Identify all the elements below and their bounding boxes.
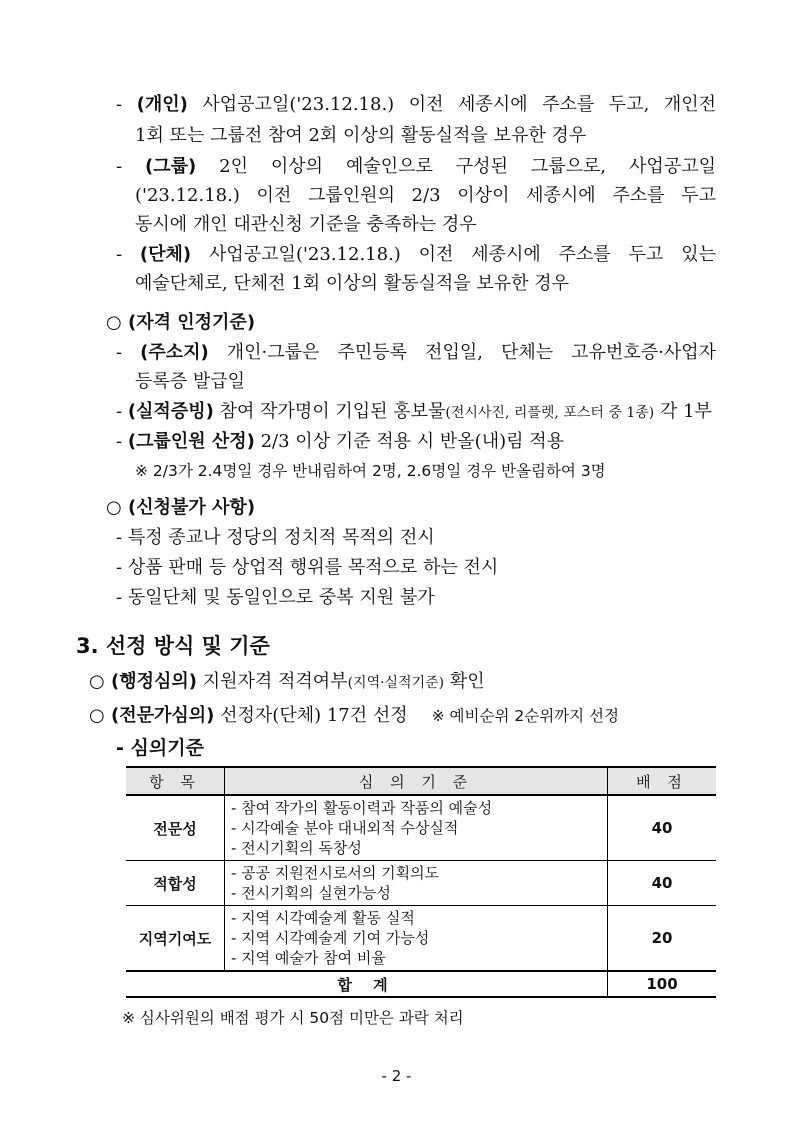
- group-tag: (그룹): [145, 156, 197, 177]
- row-category: 적합성: [126, 861, 225, 906]
- qualification-address-line2: 등록증 발급일: [135, 371, 246, 392]
- section-title: 3. 선정 방식 및 기준: [76, 634, 270, 658]
- eligibility-individual-line2: 1회 또는 그룹전 참여 2회 이상의 활동실적을 보유한 경우: [135, 125, 587, 146]
- row-criteria: - 공공 지원전시로서의 기획의도 - 전시기획의 실현가능성: [225, 861, 608, 906]
- admin-review-line: ○ (행정심의) 지원자격 적격여부(지역·실적기준) 확인: [89, 671, 485, 692]
- header-criteria: 심 의 기 준: [225, 767, 608, 795]
- footnote: ※ 심사위원의 배점 평가 시 50점 미만은 과락 처리: [122, 1009, 464, 1027]
- row-criteria: - 지역 시각예술계 활동 실적 - 지역 시각예술계 기여 가능성 - 지역 예술가 참여 비율: [225, 906, 608, 972]
- eligibility-org-line2: 예술단체로, 단체전 1회 이상의 활동실적을 보유한 경우: [135, 273, 570, 294]
- individual-tag: (개인): [136, 94, 188, 115]
- eligibility-individual-line1: - (개인) 사업공고일('23.12.18.) 이전 세종시에 주소를 두고, 개인전: [116, 94, 716, 115]
- table-header-row: [126, 767, 716, 795]
- page-number: - 2 -: [381, 1067, 412, 1085]
- row-score: 20: [608, 906, 717, 972]
- org-tag: (단체): [139, 244, 192, 265]
- ineligible-item-3: - 동일단체 및 동일인으로 중복 지원 불가: [116, 587, 435, 608]
- individual-text: 사업공고일('23.12.18.) 이전 세종시에 주소를 두고, 개인전: [202, 94, 716, 115]
- row-category: 지역기여도: [126, 906, 225, 972]
- header-category: 항 목: [126, 767, 225, 795]
- row-score: 40: [608, 795, 717, 861]
- qualification-members-line: - (그룹인원 산정) 2/3 이상 기준 적용 시 반올(내)림 적용: [116, 431, 564, 452]
- ineligible-heading: ○ (신청불가 사항): [106, 497, 256, 518]
- ineligible-item-2: - 상품 판매 등 상업적 행위를 목적으로 하는 전시: [116, 557, 499, 578]
- table-row: [126, 795, 716, 861]
- row-category: 전문성: [126, 795, 225, 861]
- row-score: 40: [608, 861, 717, 906]
- ineligible-item-1: - 특정 종교나 정당의 정치적 목적의 전시: [116, 527, 435, 548]
- group-text: 2인 이상의 예술인으로 구성된 그룹으로, 사업공고일: [219, 156, 716, 177]
- header-score: 배 점: [608, 767, 717, 795]
- qualification-proof-line: - (실적증빙) 참여 작가명이 기입된 홍보물(전시사진, 리플렛, 포스터 중 1종) 각 1부: [116, 401, 712, 422]
- eligibility-org-line1: - (단체) 사업공고일('23.12.18.) 이전 세종시에 주소를 두고 있는: [116, 244, 716, 265]
- table-row: [126, 906, 716, 972]
- eligibility-group-line2: ('23.12.18.) 이전 그룹인원의 2/3 이상이 세종시에 주소를 두고: [135, 185, 716, 206]
- total-score: 100: [608, 971, 717, 997]
- row-criteria: - 참여 작가의 활동이력과 작품의 예술성 - 시각예술 분야 대내외적 수상실적 - 전시기획의 독창성: [225, 795, 608, 861]
- qualification-members-note: ※ 2/3가 2.4명일 경우 반내림하여 2명, 2.6명일 경우 반올림하여 3명: [135, 462, 606, 480]
- criteria-table: [126, 766, 716, 998]
- qualification-address-line1: - (주소지) 개인·그룹은 주민등록 전입일, 단체는 고유번호증·사업자: [116, 342, 716, 363]
- eligibility-group-line1: - (그룹) 2인 이상의 예술인으로 구성된 그룹으로, 사업공고일: [116, 156, 716, 177]
- expert-review-line: ○ (전문가심의) 선정자(단체) 17건 선정 ※ 예비순위 2순위까지 선정: [89, 705, 620, 726]
- org-text: 사업공고일('23.12.18.) 이전 세종시에 주소를 두고 있는: [209, 244, 716, 265]
- table-row: [126, 861, 716, 906]
- qualification-heading: ○ (자격 인정기준): [106, 312, 256, 333]
- total-label: 합 계: [126, 971, 608, 997]
- table-total-row: [126, 971, 716, 997]
- eligibility-group-line3: 동시에 개인 대관신청 기준을 충족하는 경우: [135, 214, 477, 235]
- criteria-label: - 심의기준: [116, 737, 204, 759]
